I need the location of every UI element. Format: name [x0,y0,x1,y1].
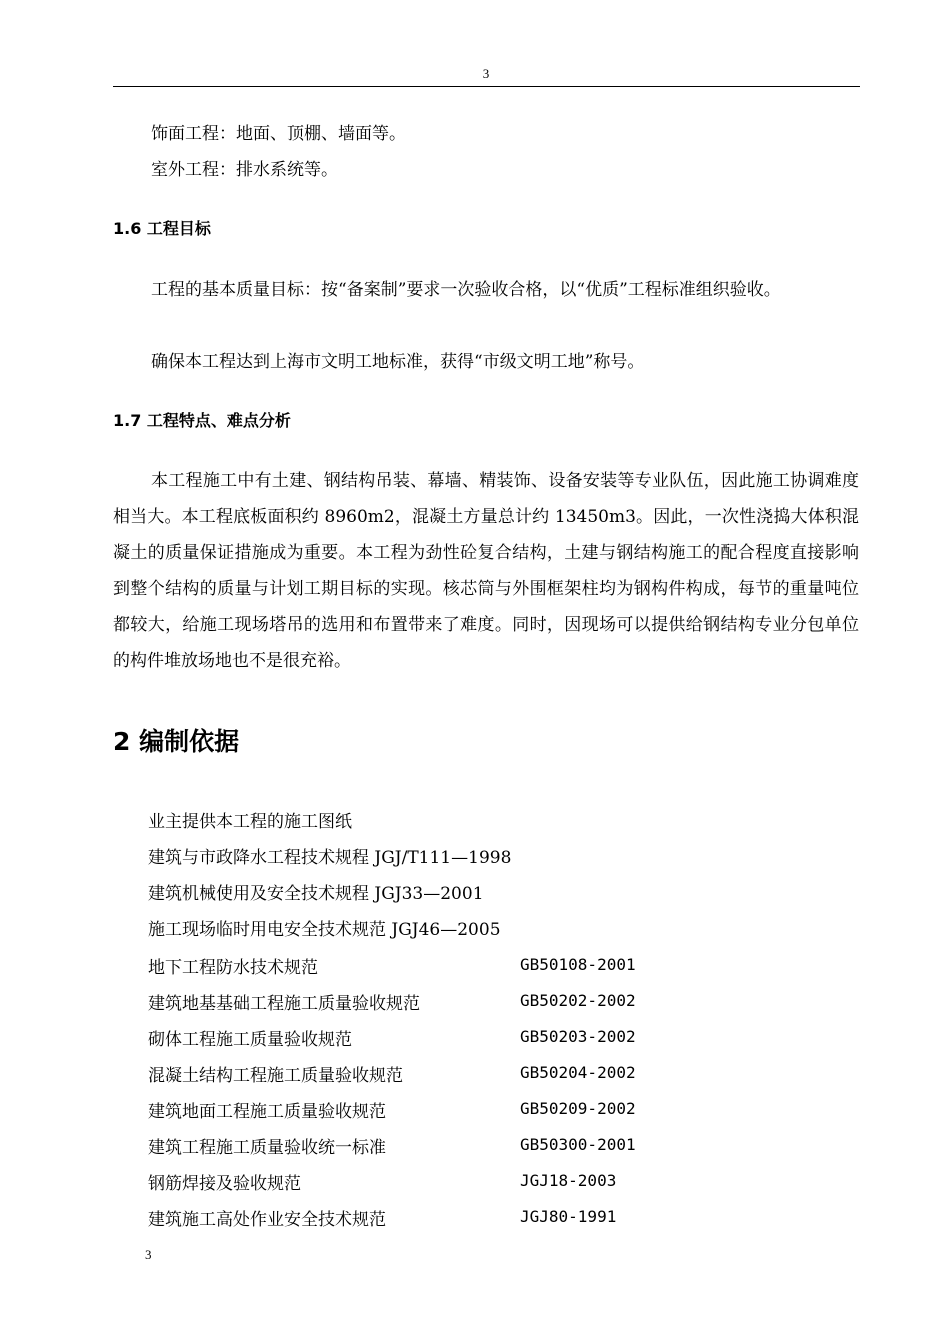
reference-title: 地下工程防水技术规范 [148,958,318,978]
reference-title: 建筑机械使用及安全技术规程 JGJ33—2001 [148,884,484,904]
reference-title: 钢筋焊接及验收规范 [148,1174,301,1194]
section-1-6-paragraph: 工程的基本质量目标：按“备案制”要求一次验收合格，以“优质”工程标准组织验收。 [151,280,781,300]
reference-title: 建筑地面工程施工质量验收规范 [148,1102,386,1122]
header-page-number: 3 [482,66,490,81]
reference-code: GB50202-2002 [520,991,636,1010]
reference-title: 业主提供本工程的施工图纸 [148,812,352,832]
reference-title: 建筑工程施工质量验收统一标准 [148,1138,386,1158]
reference-code: JGJ18-2003 [520,1171,617,1190]
footer-page-number: 3 [145,1247,152,1262]
section-1-7-paragraph: 本工程施工中有土建、钢结构吊装、幕墙、精装饰、设备安装等专业队伍，因此施工协调难度相当大。本工程底板面积约 8960m2，混凝土方量总计约 13450m3。因此，一次性浇捣大体积混凝土的质量保证措施成为重要。本工程为劲性砼复合结构，土建与钢结构施工的配合程度直接影响到整个结构的质量与计划工期目标的实现。核芯筒与外围框架柱均为钢构件构成，每节的重量吨位都较大，给施工现场塔吊的选用和布置带来了难度。同时，因现场可以提供给钢结构专业分包单位的构件堆放场地也不是很充裕。 [113,471,859,671]
reference-title: 建筑与市政降水工程技术规程 JGJ/T111—1998 [148,848,512,868]
reference-title: 建筑地基基础工程施工质量验收规范 [148,994,420,1014]
reference-title: 施工现场临时用电安全技术规范 JGJ46—2005 [148,920,501,940]
reference-code: GB50108-2001 [520,955,636,974]
section-1-7-heading: 1.7 工程特点、难点分析 [113,411,291,430]
reference-code: JGJ80-1991 [520,1207,617,1226]
section-2-heading: 2 编制依据 [113,727,240,756]
reference-code: GB50209-2002 [520,1099,636,1118]
intro-line-exterior: 室外工程：排水系统等。 [151,160,338,180]
reference-title: 砌体工程施工质量验收规范 [148,1030,352,1050]
reference-title: 混凝土结构工程施工质量验收规范 [148,1066,403,1086]
section-1-6-heading: 1.6 工程目标 [113,219,211,238]
reference-code: GB50204-2002 [520,1063,636,1082]
reference-code: GB50300-2001 [520,1135,636,1154]
section-1-6-paragraph: 确保本工程达到上海市文明工地标准，获得“市级文明工地”称号。 [151,352,645,372]
intro-line-finishing: 饰面工程：地面、顶棚、墙面等。 [151,124,406,144]
reference-code: GB50203-2002 [520,1027,636,1046]
reference-title: 建筑施工高处作业安全技术规范 [148,1210,386,1230]
header-rule [113,86,860,87]
